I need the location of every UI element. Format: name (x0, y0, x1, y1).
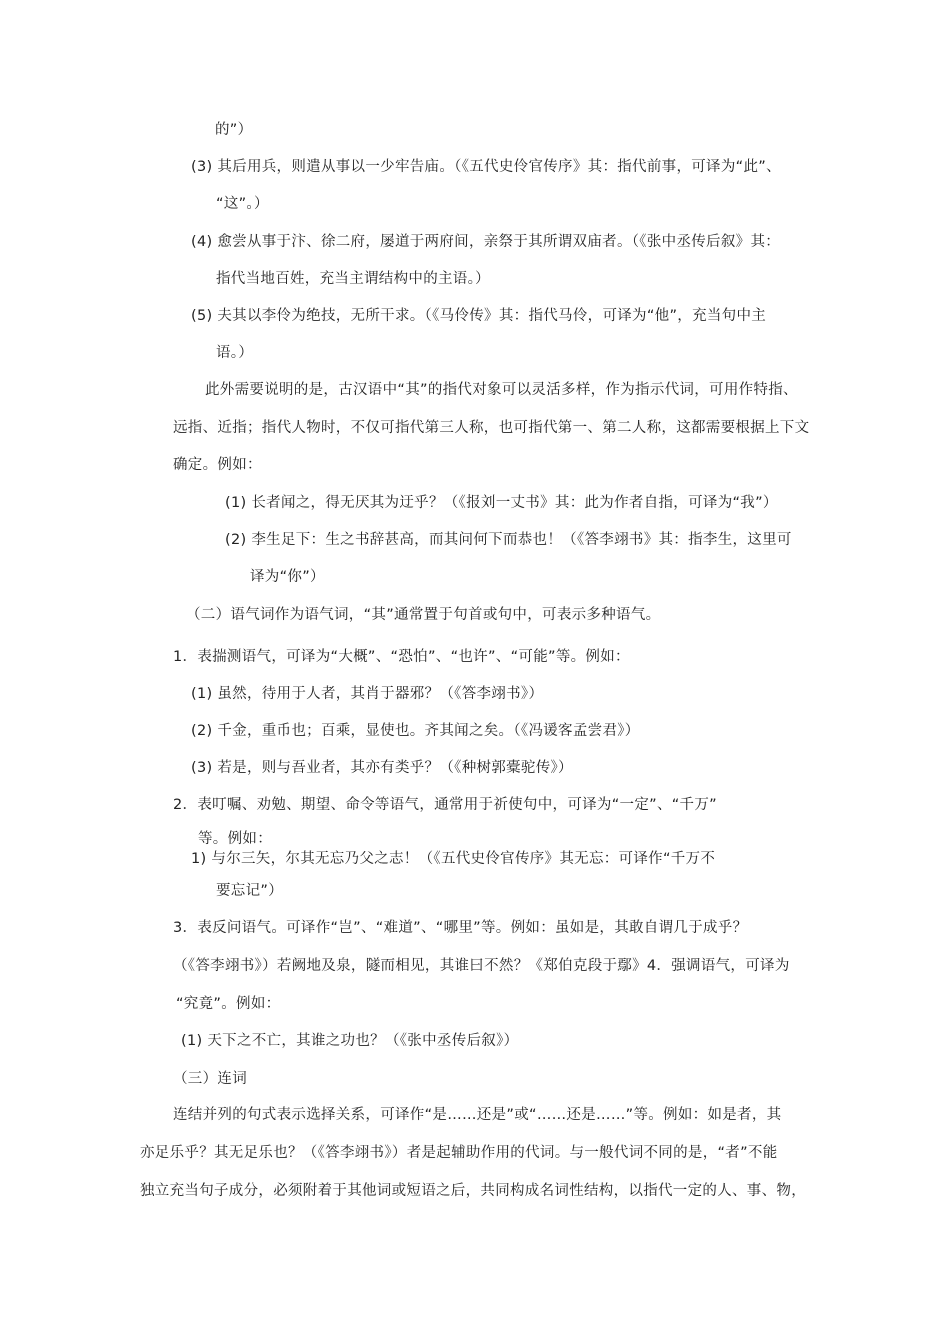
text-line: (3) 其后用兵，则遣从事以一少牢告庙。（《五代史伶官传序》其：指代前事，可译为“此”、 (191, 159, 781, 175)
text-line: 3．表反问语气。可译作“岂”、“难道”、“哪里”等。例如：虽如是，其敢自谓几于成乎？ (173, 920, 748, 936)
text-line: （《答李翊书》）若阙地及泉，隧而相见，其谁曰不然？《郑伯克段于鄢》4．强调语气，可译为 (173, 958, 790, 974)
text-line: 要忘记”） (216, 883, 284, 899)
text-line: (5) 夫其以李伶为绝技，无所干求。（《马伶传》其：指代马伶，可译为“他”，充当句中主 (191, 308, 767, 324)
text-line: (4) 愈尝从事于汴、徐二府，屡道于两府间，亲祭于其所谓双庙者。（《张中丞传后叙》其： (191, 234, 781, 250)
text-line: (2) 李生足下：生之书辞甚高，而其问何下而恭也！（《答李翊书》其：指李生，这里可 (225, 532, 792, 548)
text-line: “究竟”。例如： (176, 996, 281, 1012)
text-line: 1) 与尔三矢，尔其无忘乃父之志！（《五代史伶官传序》其无忘：可译作“千万不 (191, 851, 716, 867)
text-line: 等。例如： (198, 831, 272, 847)
text-line: (3) 若是，则与吾业者，其亦有类乎？（《种树郭橐驼传》） (191, 760, 573, 776)
text-line: 亦足乐乎？其无足乐也？（《答李翊书》）者是起辅助作用的代词。与一般代词不同的是，“者”不能 (140, 1145, 778, 1161)
text-line: 独立充当句子成分，必须附着于其他词或短语之后，共同构成名词性结构，以指代一定的人、事、物， (140, 1183, 806, 1199)
text-line: 指代当地百姓，充当主谓结构中的主语。） (216, 271, 490, 287)
text-line: 的”） (215, 122, 253, 138)
text-line: (1) 虽然，待用于人者，其肖于器邪？（《答李翊书》） (191, 686, 544, 702)
text-line: 1．表揣测语气，可译为“大概”、“恐怕”、“也许”、“可能”等。例如： (173, 649, 630, 665)
section-heading: （二）语气词作为语气词，“其”通常置于句首或句中，可表示多种语气。 (186, 607, 661, 623)
text-line: 此外需要说明的是，古汉语中“其”的指代对象可以灵活多样，作为指示代词，可用作特指、 (205, 382, 798, 398)
text-line: 语。） (216, 345, 254, 361)
text-line: 连结并列的句式表示选择关系，可译作“是……还是”或“……还是……”等。例如：如是者，其 (173, 1107, 782, 1123)
text-line: (1) 天下之不亡，其谁之功也？（《张中丞传后叙》） (181, 1033, 519, 1049)
text-line: 译为“你”） (250, 569, 325, 585)
text-line: (1) 长者闻之，得无厌其为迂乎？（《报刘一丈书》其：此为作者自指，可译为“我”） (225, 495, 778, 511)
section-heading: （三）连词 (173, 1071, 247, 1087)
text-line: 远指、近指；指代人物时，不仅可指代第三人称，也可指代第一、第二人称，这都需要根据上下文 (173, 420, 810, 436)
text-line: 2．表叮嘱、劝勉、期望、命令等语气，通常用于祈使句中，可译为“一定”、“千万” (173, 797, 717, 813)
text-line: (2) 千金，重币也；百乘，显使也。齐其闻之矣。（《冯谖客孟尝君》） (191, 723, 640, 739)
text-line: 确定。例如： (173, 457, 262, 473)
text-line: “这”。） (216, 196, 269, 212)
